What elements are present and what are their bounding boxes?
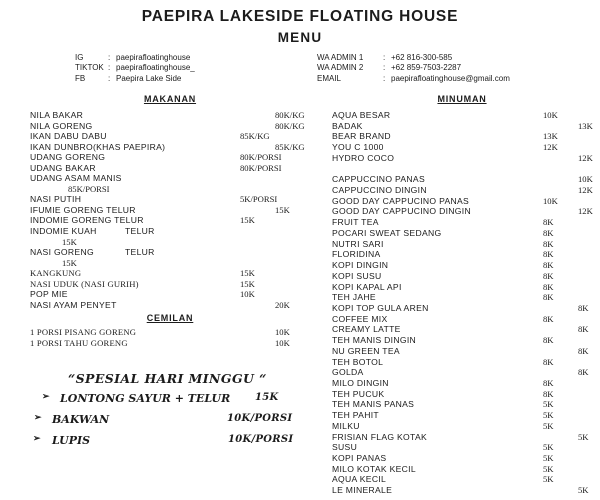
item-name: COFFEE MIX: [332, 313, 388, 324]
item-price: 8K: [543, 249, 554, 260]
item-price: 8K: [543, 217, 554, 228]
menu-item-row: [332, 346, 594, 357]
menu-item-row: [30, 247, 310, 258]
menu-item-row: [332, 324, 594, 335]
menu-item-row: [332, 464, 594, 475]
item-name: KOPI DINGIN: [332, 260, 389, 271]
section-header-cemilan: CEMILAN: [146, 313, 194, 323]
item-price: 5K: [543, 399, 554, 410]
item-price: 15K: [240, 278, 255, 289]
item-price: 5K: [578, 485, 589, 496]
menu-item-row: [332, 206, 594, 217]
menu-item-row: [332, 367, 594, 378]
item-price: 20K: [275, 299, 290, 310]
menu-item-row: [30, 338, 310, 346]
menu-item-row: [332, 153, 594, 164]
menu-item-row: [30, 268, 310, 279]
item-price: 10K: [275, 338, 290, 346]
item-price: 5K: [543, 442, 554, 453]
item-price: 12K: [578, 185, 593, 196]
item-name: INDOMIE GORENG TELUR: [30, 215, 144, 226]
item-name: AQUA BESAR: [332, 110, 391, 120]
item-name: 1 PORSI PISANG GORENG: [30, 327, 137, 337]
menu-item-row: [332, 453, 594, 464]
contact-label: WA ADMIN 1: [317, 53, 364, 62]
menu-item-row: [332, 142, 594, 153]
contact-value: paepirafloatinghouse@gmail.com: [391, 73, 510, 83]
item-price: 13K: [578, 120, 593, 131]
menu-item-row: [332, 260, 594, 271]
menu-item-row: [332, 185, 594, 196]
item-name: CREAMY LATTE: [332, 324, 401, 335]
item-price: 85K/KG: [275, 141, 305, 152]
contact-label: WA ADMIN 2: [317, 63, 364, 73]
item-name: YOU C 1000: [332, 142, 384, 153]
special-item-row: [0, 431, 600, 448]
item-name: BADAK: [332, 120, 363, 131]
menu-item-row: [30, 163, 310, 174]
item-name: HYDRO COCO: [332, 152, 395, 163]
item-name: SUSU: [332, 442, 358, 453]
menu-item-row: [332, 314, 594, 325]
item-name: FRUIT TEA: [332, 217, 379, 228]
item-price: 10K: [578, 174, 593, 185]
menu-item-row: [30, 173, 310, 184]
page-title: PAEPIRA LAKESIDE FLOATING HOUSE: [141, 8, 459, 25]
menu-item-row: [30, 289, 310, 300]
menu-item-row: [332, 239, 594, 250]
contact-value: paepirafloatinghouse: [116, 53, 191, 62]
arrow-bullet-icon: ➢: [34, 413, 42, 423]
menu-item-row: [332, 131, 594, 142]
menu-item-row: [30, 152, 310, 163]
separator: :: [383, 53, 386, 62]
item-price: 8K: [543, 281, 554, 292]
item-name: NUTRI SARI: [332, 238, 384, 249]
menu-item-row: [332, 485, 594, 496]
contact-value: +62 859-7503-2287: [391, 63, 462, 73]
item-price: 10K: [240, 289, 255, 300]
social-contacts: [75, 53, 195, 84]
item-name: LONTONG SAYUR + TELUR: [60, 392, 231, 405]
special-item-row: [0, 413, 600, 427]
item-price: 15K: [255, 392, 279, 403]
item-price: 5K: [543, 463, 554, 474]
spacer-row: [332, 164, 594, 175]
item-name: FLORIDINA: [332, 249, 381, 260]
price-wrap-row: [30, 184, 310, 195]
item-name: POP MIE: [30, 289, 68, 300]
item-price: 10K: [543, 195, 558, 206]
item-price: 15K: [240, 215, 255, 226]
item-name: TEH BOTOL: [332, 356, 384, 367]
contact-label: TIKTOK: [75, 63, 104, 73]
item-price: 10K/PORSI: [227, 413, 293, 424]
item-price: 8K: [543, 260, 554, 271]
contact-row-tiktok: [75, 63, 195, 73]
item-price: 10K: [275, 327, 290, 337]
item-name: GOLDA: [332, 367, 364, 378]
item-price: 15K: [275, 204, 290, 215]
item-name-tabbed: TELUR: [125, 226, 155, 237]
item-name: GOOD DAY CAPPUCINO PANAS: [332, 195, 470, 206]
item-price: 5K: [543, 474, 554, 485]
item-name: KOPI PANAS: [332, 453, 387, 463]
item-price: 80K/KG: [275, 120, 305, 131]
item-name: KANGKUNG: [30, 268, 82, 279]
item-price: 5K: [543, 420, 554, 431]
item-name-tabbed: TELUR: [125, 247, 155, 258]
item-name: IFUMIE GORENG TELUR: [30, 204, 136, 215]
item-price: 10K/PORSI: [228, 434, 294, 445]
item-price: 8K: [543, 377, 554, 388]
menu-item-row: [30, 300, 310, 311]
item-name: NASI AYAM PENYET: [30, 299, 117, 310]
menu-item-row: [332, 249, 594, 260]
item-name: POCARI SWEAT SEDANG: [332, 227, 442, 238]
item-price: 8K: [543, 270, 554, 281]
item-name: KOPI KAPAL API: [332, 281, 402, 292]
admin-contacts: [317, 53, 510, 84]
menu-item-row: [332, 474, 594, 485]
item-name: IKAN DUNBRO(KHAS PAEPIRA): [30, 141, 166, 152]
item-price: 8K: [578, 324, 589, 335]
item-name: TEH MANIS PANAS: [332, 399, 415, 410]
menu-item-row: [332, 110, 594, 121]
contact-row-wa1: [317, 53, 510, 63]
item-name: TEH MANIS DINGIN: [332, 335, 417, 346]
menu-item-row: [332, 174, 594, 185]
menu-item-row: [30, 194, 310, 205]
item-name: AQUA KECIL: [332, 474, 387, 485]
menu-item-row: [332, 303, 594, 314]
item-name: CAPPUCCINO PANAS: [332, 174, 425, 185]
item-price: 8K: [578, 367, 589, 378]
menu-heading: MENU: [277, 30, 323, 45]
item-price: 85K/KG: [240, 131, 270, 142]
item-price: 8K: [543, 356, 554, 367]
item-price: 8K: [543, 238, 554, 249]
menu-item-row: [30, 279, 310, 290]
menu-item-row: [30, 226, 310, 237]
item-price: 10K: [543, 110, 558, 120]
item-name: LUPIS: [52, 434, 91, 447]
item-price: 5K/PORSI: [240, 194, 278, 205]
item-name: GOOD DAY CAPPUCINO DINGIN: [332, 206, 471, 217]
item-name: MILO DINGIN: [332, 377, 389, 388]
menu-item-row: [332, 282, 594, 293]
contact-row-email: [317, 74, 510, 84]
item-name: LE MINERALE: [332, 485, 393, 496]
section-header-minuman: MINUMAN: [437, 94, 487, 104]
special-item-row: [0, 392, 600, 406]
arrow-bullet-icon: ➢: [42, 392, 50, 402]
item-price: 8K: [543, 227, 554, 238]
item-name: BAKWAN: [52, 413, 110, 426]
item-name: KOPI SUSU: [332, 270, 382, 281]
section-header-makanan: MAKANAN: [143, 94, 197, 104]
item-price: 13K: [543, 131, 558, 142]
price-wrap-row: [30, 237, 310, 248]
special-section-header: “SPESIAL HARI MINGGU “: [68, 371, 267, 386]
menu-item-row: [332, 228, 594, 239]
item-name: TEH JAHE: [332, 292, 376, 303]
item-price: 8K: [578, 345, 589, 356]
contact-value: +62 816-300-585: [391, 53, 453, 62]
item-name: IKAN DABU DABU: [30, 131, 107, 142]
item-name: UDANG GORENG: [30, 152, 106, 163]
item-price: 12K: [543, 142, 558, 153]
item-name: UDANG ASAM MANIS: [30, 173, 122, 184]
item-price: 80K/PORSI: [240, 152, 282, 163]
item-name: 1 PORSI TAHU GORENG: [30, 338, 128, 346]
menu-item-row: [30, 205, 310, 216]
item-price: 80K/KG: [275, 110, 305, 120]
contact-value: Paepira Lake Side: [116, 73, 182, 83]
menu-item-row: [332, 271, 594, 282]
item-price: 8K: [578, 302, 589, 313]
item-price: 8K: [543, 292, 554, 303]
menu-item-row: [332, 335, 594, 346]
item-price: 8K: [543, 388, 554, 399]
contact-label: EMAIL: [317, 73, 342, 83]
item-price: 5K: [543, 453, 554, 463]
item-price: 8K: [543, 335, 554, 346]
arrow-bullet-icon: ➢: [33, 434, 41, 444]
cemilan-list: [30, 327, 310, 346]
item-name: CAPPUCCINO DINGIN: [332, 185, 427, 196]
item-name: KOPI TOP GULA AREN: [332, 302, 429, 313]
menu-item-row: [30, 215, 310, 226]
separator: :: [383, 73, 386, 83]
separator: :: [383, 63, 386, 73]
separator: :: [108, 73, 111, 83]
item-name: NASI UDUK (NASI GURIH): [30, 278, 139, 289]
item-price: 12K: [578, 206, 593, 217]
item-name: INDOMIE KUAH: [30, 226, 97, 237]
menu-item-row: [332, 378, 594, 389]
item-name: MILKU: [332, 420, 360, 431]
menu-item-row: [332, 292, 594, 303]
menu-item-row: [30, 110, 310, 121]
separator: :: [108, 63, 111, 73]
contact-value: paepirafloatinghouse_: [116, 63, 195, 73]
item-name: FRISIAN FLAG KOTAK: [332, 431, 428, 442]
item-price: 15K: [240, 268, 255, 279]
item-name: NU GREEN TEA: [332, 345, 400, 356]
contact-label: IG: [75, 53, 84, 62]
menu-item-row: [332, 121, 594, 132]
menu-item-row: [30, 142, 310, 153]
item-name: MILO KOTAK KECIL: [332, 463, 416, 474]
item-price: 12K: [578, 152, 593, 163]
contact-row-ig: [75, 53, 195, 63]
item-name: NILA GORENG: [30, 120, 93, 131]
item-name: TEH PAHIT: [332, 410, 379, 421]
makanan-list: [30, 110, 310, 310]
menu-item-row: [332, 357, 594, 368]
price-wrap-row: [30, 258, 310, 269]
item-price: 85K/PORSI: [68, 183, 110, 194]
item-name: BEAR BRAND: [332, 131, 391, 142]
menu-item-row: [332, 196, 594, 207]
menu-item-row: [332, 217, 594, 228]
item-name: TEH PUCUK: [332, 388, 385, 399]
item-name: NILA BAKAR: [30, 110, 84, 120]
contact-row-wa2: [317, 63, 510, 73]
item-price: 5K: [543, 410, 554, 421]
menu-item-row: [30, 121, 310, 132]
item-price: 5K: [578, 431, 589, 442]
item-price: 8K: [543, 313, 554, 324]
item-price: 80K/PORSI: [240, 162, 282, 173]
contact-label: FB: [75, 73, 86, 83]
item-name: NASI PUTIH: [30, 194, 82, 205]
menu-item-row: [30, 131, 310, 142]
item-name: UDANG BAKAR: [30, 162, 96, 173]
separator: :: [108, 53, 111, 62]
menu-item-row: [30, 327, 310, 338]
contact-row-fb: [75, 74, 195, 84]
item-price: 15K: [62, 236, 77, 247]
item-price: 15K: [62, 257, 77, 268]
item-name: NASI GORENG: [30, 247, 94, 258]
